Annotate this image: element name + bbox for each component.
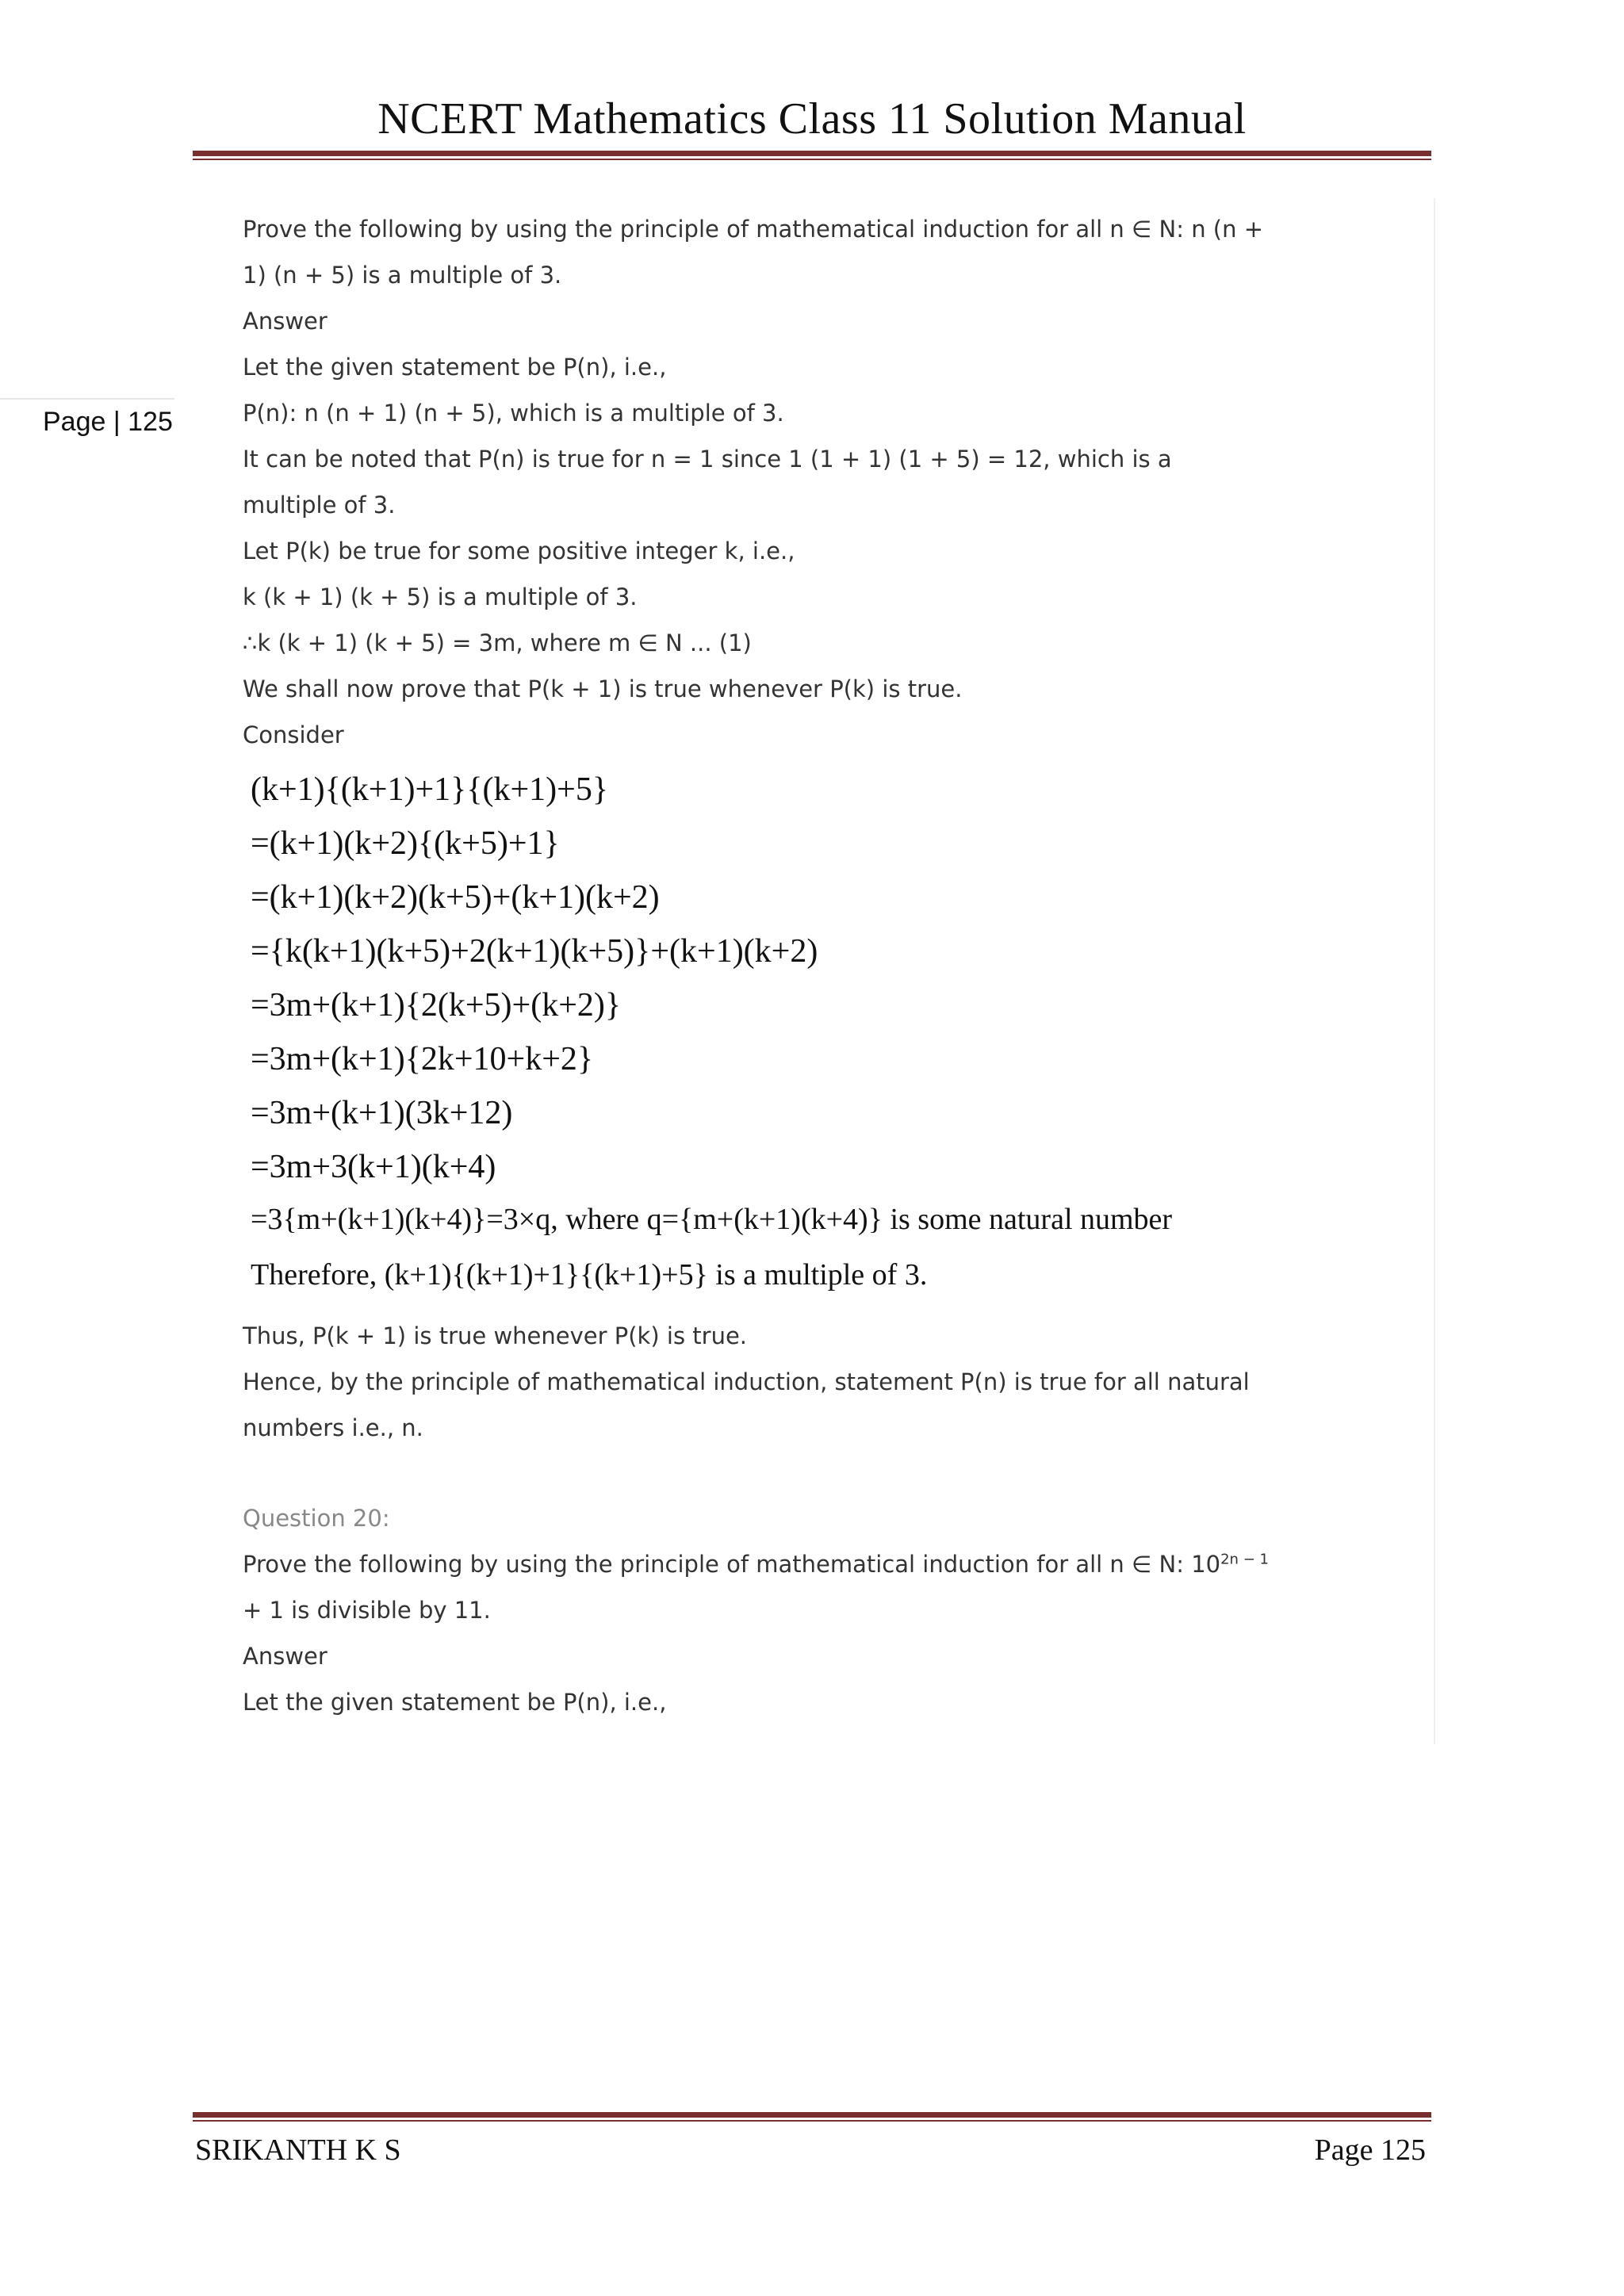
math-line: =(k+1)(k+2)(k+5)+(k+1)(k+2) xyxy=(251,879,660,916)
q19-statement-line-1: Prove the following by using the principle of mathematical induction for all n ∈ N: n (n + xyxy=(243,216,1264,243)
q20-exponent: 2n − 1 xyxy=(1220,1551,1269,1568)
math-line: ={k(k+1)(k+5)+2(k+1)(k+5)}+(k+1)(k+2) xyxy=(251,933,818,970)
question-20-label: Question 20: xyxy=(243,1505,390,1532)
text-line: Let P(k) be true for some positive integer k, i.e., xyxy=(243,538,795,564)
math-line: =(k+1)(k+2){(k+5)+1} xyxy=(251,825,560,862)
text-line: k (k + 1) (k + 5) is a multiple of 3. xyxy=(243,584,638,610)
q20-statement-line-1 xyxy=(243,1551,1269,1578)
footer-author: SRIKANTH K S xyxy=(195,2133,401,2167)
side-divider xyxy=(0,398,174,400)
math-line: =3m+3(k+1)(k+4) xyxy=(251,1149,496,1185)
header-rule-thin xyxy=(193,159,1431,160)
side-page-number: Page | 125 xyxy=(43,407,173,437)
page-title: NCERT Mathematics Class 11 Solution Manual xyxy=(377,94,1247,144)
math-line: =3m+(k+1){2(k+5)+(k+2)} xyxy=(251,987,622,1024)
text-line: Consider xyxy=(243,721,344,748)
math-line: (k+1){(k+1)+1}{(k+1)+5} xyxy=(251,771,608,808)
text-line: Let the given statement be P(n), i.e., xyxy=(243,354,667,381)
text-line: multiple of 3. xyxy=(243,492,396,519)
text-line: numbers i.e., n. xyxy=(243,1414,423,1441)
text-line: P(n): n (n + 1) (n + 5), which is a multiple of 3. xyxy=(243,400,784,427)
text-line: It can be noted that P(n) is true for n = 1 since 1 (1 + 1) (1 + 5) = 12, which is a xyxy=(243,446,1172,473)
math-line: =3m+(k+1)(3k+12) xyxy=(251,1095,513,1131)
q19-statement-line-2: 1) (n + 5) is a multiple of 3. xyxy=(243,262,562,289)
math-line: =3m+(k+1){2k+10+k+2} xyxy=(251,1041,594,1077)
text-line: Let the given statement be P(n), i.e., xyxy=(243,1689,667,1716)
math-line: Therefore, (k+1){(k+1)+1}{(k+1)+5} is a multiple of 3. xyxy=(251,1258,928,1292)
text-line: ∴k (k + 1) (k + 5) = 3m, where m ∈ N ... (1) xyxy=(243,629,752,656)
answer-label: Answer xyxy=(243,308,327,335)
text-line: We shall now prove that P(k + 1) is true whenever P(k) is true. xyxy=(243,675,963,702)
answer-label: Answer xyxy=(243,1643,327,1670)
footer-rule-thin xyxy=(193,2120,1431,2122)
q20-statement-text: Prove the following by using the principle of mathematical induction for all n ∈ N: 10 xyxy=(243,1551,1221,1578)
footer-rule xyxy=(193,2112,1431,2118)
text-line: Hence, by the principle of mathematical induction, statement P(n) is true for all natural xyxy=(243,1368,1250,1395)
q20-statement-line-2: + 1 is divisible by 11. xyxy=(243,1597,491,1624)
text-line: Thus, P(k + 1) is true whenever P(k) is true. xyxy=(243,1322,748,1349)
math-line: =3{m+(k+1)(k+4)}=3×q, where q={m+(k+1)(k+4)} is some natural number xyxy=(251,1203,1173,1236)
footer-page-number: Page 125 xyxy=(1314,2133,1426,2167)
content-frame xyxy=(213,198,1435,1744)
header-rule xyxy=(193,151,1431,156)
